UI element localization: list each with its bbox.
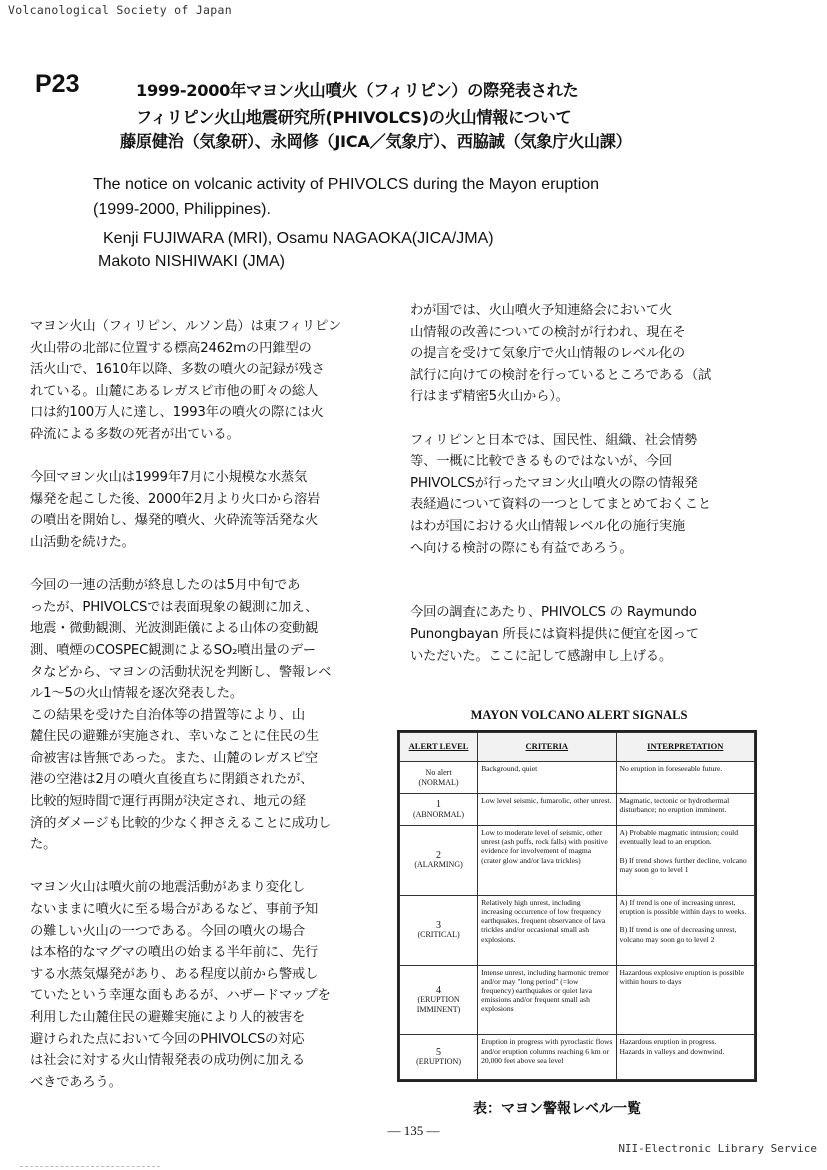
table-row — [400, 794, 755, 826]
body-line: 表経過について資料の一つとしてまとめておくこと — [410, 497, 711, 513]
authors-jp: 藤原健治（気象研）、永岡修（JICA／気象庁）、西脇誠（気象庁火山課） — [120, 132, 632, 151]
alert-level-cell — [400, 794, 478, 826]
alert-level-cell — [400, 826, 478, 896]
body-line: れている。山麓にあるレガスピ市他の町々の総人 — [30, 383, 319, 399]
alert-level-number: 2 — [436, 850, 442, 862]
body-line: 砕流による多数の死者が出ている。 — [30, 426, 240, 442]
alert-level-name: (ALARMING) — [414, 860, 463, 870]
body-line: ていたという幸運な面もあるが、ハザードマップを — [30, 988, 331, 1004]
alert-level-number: 1 — [436, 799, 442, 811]
body-line: 活火山で、1610年以降、多数の噴火の記録が残さ — [30, 362, 325, 378]
alert-level-name: (ERUPTION IMMINENT) — [416, 995, 461, 1014]
body-line: PHIVOLCSが行ったマヨン火山噴火の際の情報発 — [410, 475, 698, 491]
body-line: 避けられた点において今回のPHIVOLCSの対応 — [30, 1031, 305, 1047]
body-line: 地震・微動観測、光波測距儀による山体の変動観 — [30, 621, 319, 637]
body-line: 口は約100万人に達し、1993年の噴火の際には火 — [30, 405, 324, 421]
body-line: 利用した山麓住民の避難実施により人的被害を — [30, 1010, 306, 1025]
interpretation-cell: Magmatic, tectonic or hydrothermal disturbance; no eruption imminent. — [616, 794, 754, 826]
alert-level-cell — [400, 1035, 478, 1080]
body-line — [410, 559, 711, 581]
page-number: — 135 — — [387, 1123, 440, 1138]
body-line: 等、一概に比較できるものではないが、今回 — [410, 454, 672, 470]
body-line: 火山帯の北部に位置する標高2462mの円錐型の — [30, 340, 312, 356]
interpretation-cell: Hazardous explosive eruption is possible within hours to days — [616, 965, 754, 1035]
body-line: た。 — [30, 837, 57, 853]
table-caption: MAYON VOLCANO ALERT SIGNALS — [470, 708, 688, 722]
title-jp-line-2: フィリピン火山地震研究所(PHIVOLCS)の火山情報について — [136, 108, 572, 127]
body-line: フィリピンと日本では、国民性、組織、社会情勢 — [410, 432, 698, 448]
body-line: 命被害は皆無であった。また、山麓のレガスピ空 — [30, 750, 318, 766]
body-line: 麓住民の避難が実施され、幸いなことに住民の生 — [30, 729, 319, 745]
paper-id: P23 — [35, 70, 80, 98]
body-line — [30, 554, 341, 576]
alert-level-name: (ABNORMAL) — [412, 809, 465, 819]
alert-level-number: 4 — [436, 985, 442, 997]
body-line: 今回マヨン火山は1999年7月に小規模な水蒸気 — [30, 470, 308, 486]
criteria-cell: Relatively high unrest, including increasing occurrence of low frequency earthquakes, frequent observance of lava trickles and/or occasional small ash explosions. — [478, 895, 616, 965]
table-row — [400, 826, 755, 896]
alert-level-cell — [400, 965, 478, 1035]
table-row — [400, 965, 755, 1035]
body-line: の噴出を開始し、爆発的噴火、火砕流等活発な火 — [30, 513, 319, 529]
alert-level-table — [397, 730, 757, 1082]
body-line: 港の空港は2月の噴火直後直ちに閉鎖されたが、 — [30, 772, 314, 788]
body-line: 山情報の改善についての検討が行われ、現在そ — [410, 324, 686, 340]
body-line: する水蒸気爆発があり、ある程度以前から警戒し — [30, 966, 319, 982]
table-header-interpretation: INTERPRETATION — [616, 733, 754, 762]
body-line: は社会に対する火山情報発表の成功例に加える — [30, 1053, 306, 1069]
interpretation-cell: No eruption in foreseeable future. — [616, 762, 754, 794]
alert-level-name: (ERUPTION) — [416, 1057, 461, 1067]
body-line: 測、噴煙のCOSPEC観測によるSO₂噴出量のデー — [30, 642, 316, 658]
body-line — [30, 446, 341, 468]
criteria-cell: Low level seismic, fumarolic, other unrest. — [478, 794, 616, 826]
alert-level-name: No alert (NORMAL) — [418, 768, 459, 787]
criteria-cell: Eruption in progress with pyroclastic flows and/or eruption columns reaching 6 km or 20,000 feet above sea level — [478, 1035, 616, 1080]
criteria-cell: Intense unrest, including harmonic tremor and/or may "long period" (=low frequency) earthquakes or quiet lava emissions and/or frequent small ash explosions — [478, 965, 616, 1035]
criteria-cell: Low to moderate level of seismic, other unrest (ash puffs, rock falls) with positive evidence for involvement of magma (crater glow and/or lava trickles) — [478, 826, 616, 896]
body-line: マヨン火山は噴火前の地震活動があまり変化し — [30, 880, 306, 896]
body-line: へ向ける検討の際にも有益であろう。 — [410, 540, 633, 556]
table-header-criteria: CRITERIA — [478, 733, 616, 762]
authors-en-line-1: Kenji FUJIWARA (MRI), Osamu NAGAOKA(JICA/JMA) — [103, 230, 494, 247]
body-line — [410, 408, 711, 430]
body-line: 済的ダメージも比較的少なく押さえることに成功し — [30, 815, 331, 831]
body-line: 山活動を続けた。 — [30, 534, 135, 550]
table-header-alert-level: ALERT LEVEL — [400, 733, 478, 762]
body-line: Punongbayan 所長には資料提供に便宜を図って — [410, 626, 699, 642]
body-line: は本格的なマグマの噴出の始まる半年前に、先行 — [30, 945, 319, 961]
title-en-line-1: The notice on volcanic activity of PHIVOLCS during the Mayon eruption — [93, 176, 600, 193]
table-row — [400, 762, 755, 794]
body-right-column — [410, 300, 711, 667]
society-header: Volcanological Society of Japan — [8, 3, 232, 17]
body-line: 試行に向けての検討を行っているところである（試 — [410, 367, 712, 383]
body-line: ないままに噴火に至る場合があるなど、事前予知 — [30, 902, 319, 918]
interpretation-cell: A) If trend is one of increasing unrest, eruption is possible within days to weeks. B) If trend is one of decreasing unrest, volcano may soon go to level 2 — [616, 895, 754, 965]
title-en-line-2: (1999-2000, Philippines). — [93, 201, 271, 218]
interpretation-cell: A) Probable magmatic intrusion; could eventually lead to an eruption. B) If trend shows further decline, volcano may soon go to level 1 — [616, 826, 754, 896]
title-jp-line-1: 1999-2000年マヨン火山噴火（フィリピン）の際発表された — [136, 81, 579, 100]
body-line: わが国では、火山噴火予知連絡会において火 — [410, 303, 672, 318]
body-line: べきであろう。 — [30, 1074, 122, 1090]
footer-rule — [20, 1166, 160, 1167]
body-line: ったが、PHIVOLCSでは表面現象の観測に加え、 — [30, 599, 319, 615]
body-line: 爆発を起こした後、2000年2月より火口から溶岩 — [30, 491, 321, 507]
table-row — [400, 895, 755, 965]
body-line: この結果を受けた自治体等の措置等により、山 — [30, 707, 306, 723]
alert-level-number: 3 — [436, 920, 442, 931]
criteria-cell: Background, quiet — [478, 762, 616, 794]
body-line — [410, 581, 711, 603]
body-line: マヨン火山（フィリピン、ルソン島）は東フィリピン — [30, 319, 342, 334]
alert-level-number: 5 — [436, 1046, 442, 1058]
alert-level-name: (CRITICAL) — [417, 930, 460, 940]
body-left-column — [30, 316, 341, 1093]
body-line: 今回の調査にあたり、PHIVOLCS の Raymundo — [410, 605, 697, 621]
footer-library: NII-Electronic Library Service — [618, 1142, 817, 1155]
body-line: 比較的短時間で運行再開が決定され、地元の経 — [30, 794, 306, 810]
alert-level-cell — [400, 762, 478, 794]
body-line: 今回の一連の活動が終息したのは5月中旬であ — [30, 578, 301, 594]
body-line: ル1～5の火山情報を逐次発表した。 — [30, 686, 243, 702]
authors-en-line-2: Makoto NISHIWAKI (JMA) — [98, 253, 285, 270]
body-line: の難しい火山の一つである。今回の噴火の場合 — [30, 923, 306, 939]
body-line: いただいた。ここに記して感謝申し上げる。 — [410, 648, 672, 664]
body-line: 行はまず精密5火山から）。 — [410, 389, 569, 405]
table-caption-jp: 表：マヨン警報レベル一覧 — [473, 1101, 641, 1117]
body-line: タなどから、マヨンの活動状況を判断し、警報レベ — [30, 664, 332, 680]
table-row — [400, 1035, 755, 1080]
body-line: はわが国における火山情報レベル化の施行実施 — [410, 518, 686, 534]
body-line: の提言を受けて気象庁で火山情報のレベル化の — [410, 346, 686, 362]
alert-level-cell — [400, 895, 478, 965]
interpretation-cell: Hazardous eruption in progress. Hazards in valleys and downwind. — [616, 1035, 754, 1080]
body-line — [30, 856, 341, 878]
